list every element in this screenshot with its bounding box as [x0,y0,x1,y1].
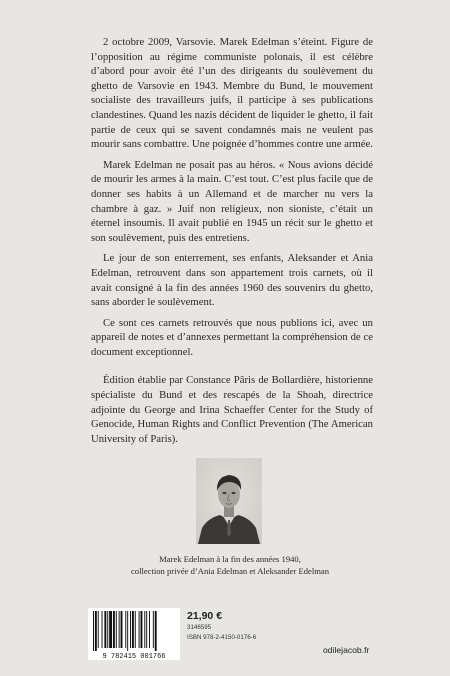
barcode-bar [95,611,97,651]
blurb-paragraph: Le jour de son enterrement, ses enfants, Aleksander et Ania Edelman, retrouvent dans son appartement trois carnets, où il avait consigné à la fin des années 1960 des souvenirs du ghetto, sans aborder le soulèvement. [91,252,373,309]
blurb-paragraph: 2 octobre 2009, Varsovie. Marek Edelman s’éteint. Figure de l’opposition au régime communiste polonais, il est célèbre d’abord pour avoir été l’un des dirigeants du soulèvement du ghetto de Varsovie en 1943. Membre du Bund, le mouvement socialiste des travailleurs juifs, il participe à ses publications clandestines. Quand les nazis décident de liquider le ghetto, il fait partie de ceux qui se savent condamnés mais ne veulent pas mourir sans combattre. Une poignée d’hommes contre une armée. [91,36,373,151]
barcode-bar [139,611,140,648]
edition-credit: Édition établie par Constance Pâris de Bollardière, historienne spécialiste du Bund et des rescapés de la Shoah, directrice adjointe du George and Irina Schaeffer Center for the Study of Genocide, Human Rights and Conflict Prevention (The American University of Paris). [91,374,373,445]
barcode-bar [130,611,131,648]
barcode-bar [135,611,136,648]
barcode-bar [141,611,143,648]
caption-line: Marek Edelman à la fin des années 1940, [159,554,301,564]
caption-line: collection privée d’Ania Edelman et Aleksander Edelman [130,566,330,576]
price: 21,90 € [187,610,223,622]
barcode-bar [144,611,145,648]
blurb-paragraph: Ce sont ces carnets retrouvés que nous publions ici, avec un appareil de notes et d’annexes permettant la compréhension de ce document exceptionnel. [91,316,373,358]
barcode-bar [149,611,150,648]
barcode-bar [119,611,120,648]
isbn: ISBN 978-2-4150-0176-6 [187,634,257,641]
barcode-bar [125,611,126,648]
barcode-bar [102,611,103,648]
barcode-bar [113,611,115,648]
barcode-bar [146,611,147,648]
barcode-bar [127,611,128,651]
barcode-bar [121,611,123,648]
barcode-bar [93,611,94,651]
barcode-digits: 9 782415 001766 [102,653,166,660]
photo-caption [110,553,350,577]
barcode-bar [109,611,112,648]
reference-number: 3146595 [187,624,212,631]
barcode-bar [104,611,106,648]
blurb-text [91,35,373,452]
author-portrait [196,458,262,544]
barcode-bar [155,611,157,651]
barcode-bar [98,611,99,648]
barcode-bar [132,611,134,648]
barcode-bar [153,611,154,648]
blurb-paragraph: Marek Edelman ne posait pas au héros. « Nous avions décidé de mourir les armes à la main. C’est tout. C’est plus facile que de donner ses habits à un Allemand et de marcher nu vers la chambre à gaz. » Juif non religieux, non sioniste, c’était un éternel insoumis. Il avait publié en 1945 un récit sur le ghetto et son soulèvement, puis des entretiens. [91,158,373,244]
publisher-website: odilejacob.fr [323,645,370,655]
barcode-bar [116,611,117,648]
barcode [88,608,180,660]
barcode-bar [107,611,108,648]
